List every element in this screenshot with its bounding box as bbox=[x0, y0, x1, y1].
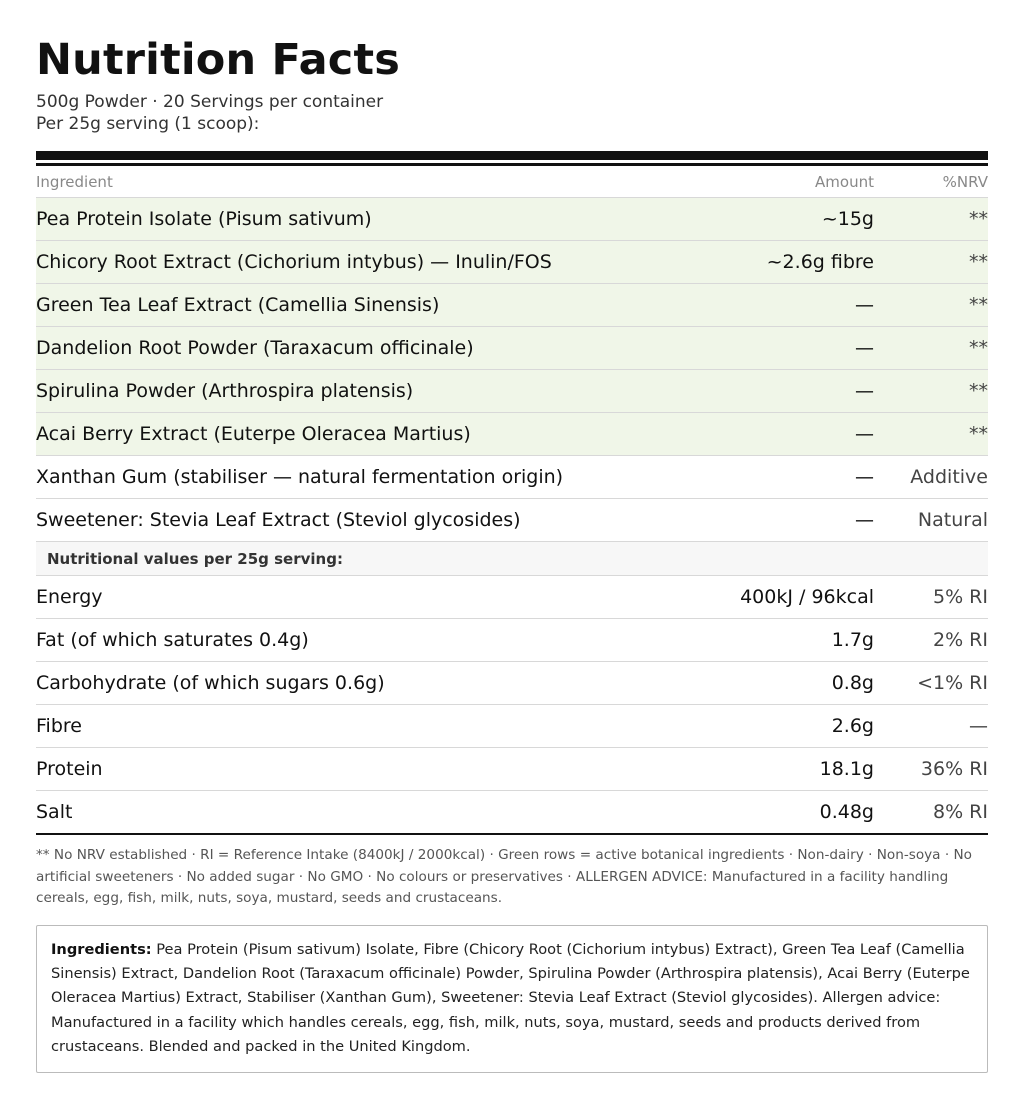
ingredient-amount: ~2.6g fibre bbox=[674, 241, 874, 284]
ingredient-name: Green Tea Leaf Extract (Camellia Sinensis) bbox=[36, 284, 674, 327]
ingredient-nrv: ** bbox=[874, 327, 988, 370]
ingredient-amount: — bbox=[674, 413, 874, 456]
table-row bbox=[36, 576, 988, 619]
nutrient-ri: — bbox=[874, 705, 988, 748]
nutrient-name: Salt bbox=[36, 791, 674, 834]
table-row bbox=[36, 791, 988, 834]
nutrient-amount: 18.1g bbox=[674, 748, 874, 791]
ingredients-statement bbox=[36, 925, 988, 1073]
nutrient-amount: 2.6g bbox=[674, 705, 874, 748]
table-row bbox=[36, 284, 988, 327]
nutrient-name: Protein bbox=[36, 748, 674, 791]
ingredient-nrv: ** bbox=[874, 198, 988, 241]
serving-size: Per 25g serving (1 scoop): bbox=[36, 114, 260, 134]
ingredients-label: Ingredients: bbox=[51, 940, 152, 958]
table-row bbox=[36, 499, 988, 542]
nutrient-amount: 0.8g bbox=[674, 662, 874, 705]
ingredient-amount: ~15g bbox=[674, 198, 874, 241]
nutrient-amount: 400kJ / 96kcal bbox=[674, 576, 874, 619]
ingredient-name: Chicory Root Extract (Cichorium intybus) — Inulin/FOS bbox=[36, 241, 674, 284]
thick-divider bbox=[36, 151, 988, 160]
table-row bbox=[36, 619, 988, 662]
table-row bbox=[36, 705, 988, 748]
container-info: 500g Powder · 20 Servings per container bbox=[36, 92, 384, 112]
ingredient-amount: — bbox=[674, 370, 874, 413]
nutrient-name: Carbohydrate (of which sugars 0.6g) bbox=[36, 662, 674, 705]
table-row bbox=[36, 370, 988, 413]
ingredient-nrv: Additive bbox=[874, 456, 988, 499]
ingredient-name: Dandelion Root Powder (Taraxacum officinale) bbox=[36, 327, 674, 370]
ingredient-name: Acai Berry Extract (Euterpe Oleracea Martius) bbox=[36, 413, 674, 456]
ingredient-amount: — bbox=[674, 327, 874, 370]
bottom-divider bbox=[36, 833, 988, 835]
nutrient-name: Fibre bbox=[36, 705, 674, 748]
table-row bbox=[36, 413, 988, 456]
page-title: Nutrition Facts bbox=[36, 35, 401, 85]
nutrient-ri: 36% RI bbox=[874, 748, 988, 791]
nutrient-ri: 8% RI bbox=[874, 791, 988, 834]
nutrient-amount: 0.48g bbox=[674, 791, 874, 834]
nutrient-ri: 2% RI bbox=[874, 619, 988, 662]
ingredient-name: Spirulina Powder (Arthrospira platensis) bbox=[36, 370, 674, 413]
table-row bbox=[36, 748, 988, 791]
ingredient-nrv: ** bbox=[874, 370, 988, 413]
nutrient-amount: 1.7g bbox=[674, 619, 874, 662]
ingredient-nrv: ** bbox=[874, 413, 988, 456]
ingredient-amount: — bbox=[674, 499, 874, 542]
ingredient-name: Sweetener: Stevia Leaf Extract (Steviol glycosides) bbox=[36, 499, 674, 542]
nutrition-section-label: Nutritional values per 25g serving: bbox=[36, 542, 988, 576]
table-row bbox=[36, 662, 988, 705]
table-row bbox=[36, 241, 988, 284]
nutrient-ri: 5% RI bbox=[874, 576, 988, 619]
nutrient-ri: <1% RI bbox=[874, 662, 988, 705]
footnote: ** No NRV established · RI = Reference Intake (8400kJ / 2000kcal) · Green rows = active botanical ingredients · Non-dairy · Non-soya · No artificial sweeteners · No added sugar · No GMO · No colours or preservatives · ALLERGEN ADVICE: Manufactured in a facility handling cereals, egg, fish, milk, nuts, soya, mustard, seeds and crustaceans. bbox=[36, 847, 972, 906]
table-row bbox=[36, 198, 988, 241]
ingredient-nrv: Natural bbox=[874, 499, 988, 542]
ingredients-text: Pea Protein (Pisum sativum) Isolate, Fibre (Chicory Root (Cichorium intybus) Extract), Green Tea Leaf (Camellia Sinensis) Extract, Dandelion Root (Taraxacum officinale) Powder, Spirulina Powder (Arthrospira platensis), Acai Berry (Euterpe Oleracea Martius) Extract, Stabiliser (Xanthan Gum), Sweetener: Stevia Leaf Extract (Steviol glycosides). Allergen advice: Manufactured in a facility which handles cereals, egg, fish, milk, nuts, soya, mustard, seeds and products derived from crustaceans. Blended and packed in the United Kingdom. bbox=[51, 940, 970, 1056]
section-header-row bbox=[36, 542, 988, 576]
nutrition-table bbox=[36, 166, 988, 833]
table-row bbox=[36, 456, 988, 499]
ingredient-name: Pea Protein Isolate (Pisum sativum) bbox=[36, 198, 674, 241]
ingredient-name: Xanthan Gum (stabiliser — natural fermentation origin) bbox=[36, 456, 674, 499]
ingredient-nrv: ** bbox=[874, 284, 988, 327]
ingredient-amount: — bbox=[674, 456, 874, 499]
ingredient-nrv: ** bbox=[874, 241, 988, 284]
column-header-amount: Amount bbox=[815, 172, 874, 191]
table-header-row bbox=[36, 166, 988, 198]
column-header-nrv: %NRV bbox=[942, 172, 988, 191]
table-row bbox=[36, 327, 988, 370]
ingredient-amount: — bbox=[674, 284, 874, 327]
nutrient-name: Energy bbox=[36, 576, 674, 619]
column-header-ingredient: Ingredient bbox=[36, 172, 113, 191]
nutrient-name: Fat (of which saturates 0.4g) bbox=[36, 619, 674, 662]
